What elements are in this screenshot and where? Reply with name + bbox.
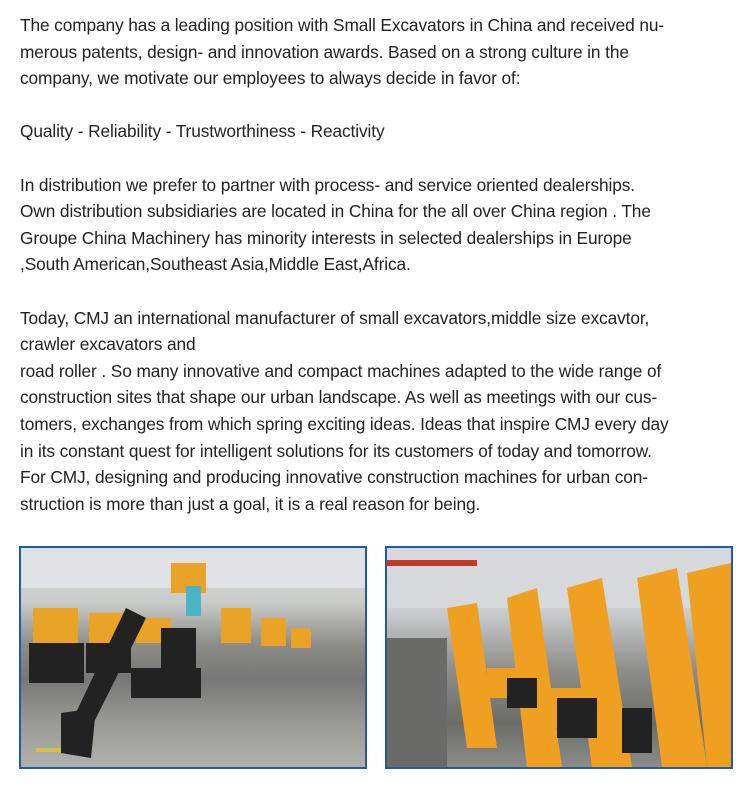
text-line: merous patents, design- and innovation awards. Based on a strong culture in the [20, 41, 629, 62]
text-line: Own distribution subsidiaries are located in China for the all over China region . The [20, 201, 651, 222]
text-line: For CMJ, designing and producing innovative construction machines for urban con- [20, 467, 648, 488]
company-description [20, 12, 745, 517]
text-line: in its constant quest for intelligent solutions for its customers of today and tomorrow. [20, 440, 652, 461]
text-line: tomers, exchanges from which spring exciting ideas. Ideas that inspire CMJ every day [20, 413, 669, 434]
text-line: construction sites that shape our urban landscape. As well as meetings with our cus- [20, 387, 658, 408]
text-line: Groupe China Machinery has minority interests in selected dealerships in Europe [20, 227, 632, 248]
text-line: ,South American,Southeast Asia,Middle East,Africa. [20, 254, 411, 275]
text-line: struction is more than just a goal, it is a real reason for being. [20, 493, 481, 514]
values-line: Quality - Reliability - Trustworthiness - Reactivity [20, 121, 385, 142]
factory-photo-assembly-line [385, 546, 733, 769]
text-line: Today, CMJ an international manufacturer of small excavators,middle size excavtor, [20, 307, 650, 328]
text-line: company, we motivate our employees to always decide in favor of: [20, 68, 521, 89]
text-line: The company has a leading position with Small Excavators in China and received nu- [20, 15, 665, 35]
text-line: road roller . So many innovative and compact machines adapted to the wide range of [20, 360, 662, 381]
factory-photo-excavator-demo [19, 546, 367, 769]
text-line: crawler excavators and [20, 334, 196, 355]
text-line: In distribution we prefer to partner with process- and service oriented dealerships. [20, 174, 635, 195]
